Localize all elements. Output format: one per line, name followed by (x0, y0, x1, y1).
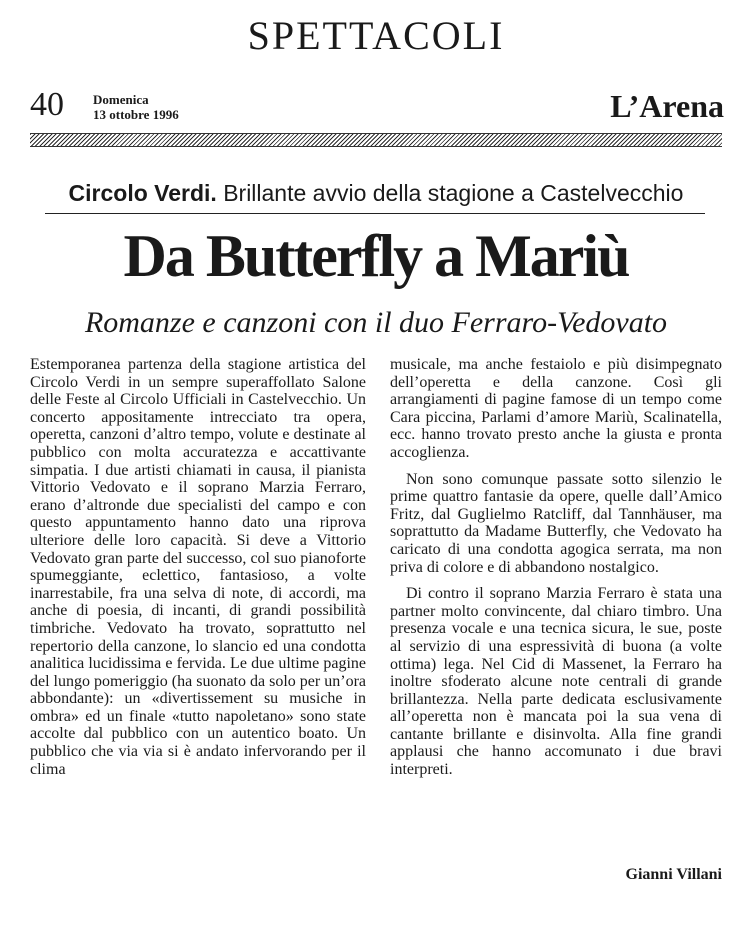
article-column-right (390, 356, 722, 779)
kicker-text: Brillante avvio della stagione a Castelvecchio (223, 180, 684, 206)
article-kicker (0, 180, 752, 207)
article-paragraph: Non sono comunque passate sotto silenzio le prime quattro fantasie da opere, quelle dall’Amico Fritz, dal Guglielmo Ratcliff, dal Tannhäuser, ma soprattutto da Madame Butterfly, che Vedovato ha caricato di una condotta agogica serrata, ma non priva di colore e di abbandono nostalgico. (390, 470, 722, 576)
article-paragraph: Di contro il soprano Marzia Ferraro è stata una partner molto convincente, dal chiaro timbro. Una presenza vocale e una tecnica sicura, le sue, poste al servizio di una espressività di buona (a volte ottima) lega. Nel Cid di Massenet, la Ferraro ha inoltre sfoderato alcune note centrali di grande brillantezza. Nella parte dedicata esclusivamente all’operetta non è mancata poi la sua vena di cantante brillante e disinvolta. Alla fine grandi applausi che hanno accomunato i due bravi interpreti. (390, 585, 722, 779)
issue-date (93, 92, 179, 122)
issue-day: Domenica (93, 92, 149, 107)
page-number: 40 (30, 86, 64, 123)
kicker-rule (45, 213, 705, 214)
article-headline: Da Butterfly a Mariù (123, 223, 629, 289)
article-paragraph: musicale, ma anche festaiolo e più disimpegnato dell’operetta e della canzone. Così gli arrangiamenti di pagine famose di un tempo come Cara piccina, Parlami d’amore Mariù, Scalinatella, ecc. hanno trovato presto anche la giusta e pronta accoglienza. (390, 356, 722, 461)
section-title: SPETTACOLI (247, 13, 505, 58)
issue-date-text: 13 ottobre 1996 (93, 107, 179, 122)
article-column-left (30, 356, 366, 778)
article-paragraph: Estemporanea partenza della stagione artistica del Circolo Verdi in un sempre superaffollato Salone delle Feste al Circolo Ufficiali in Castelvecchio. Un concerto appositamente intrecciato tra opera, operetta, canzoni d’altro tempo, volute e destinate al pubblico con molta accuratezza e accattivante simpatia. I due artisti chiamati in causa, il pianista Vittorio Vedovato e il soprano Marzia Ferraro, erano d’altronde due specialisti del campo e con questo appuntamento hanno dato una riprova ulteriore delle loro capacità. Si deve a Vittorio Vedovato gran parte del successo, col suo pianoforte spumeggiante, eclettico, fantasioso, a volte inarrestabile, fra una selva di note, di accordi, ma anche di poesia, di incanti, di grandi possibilità timbriche. Vedovato ha trovato, soprattutto nel repertorio della canzone, lo slancio ed una condotta analitica lucidissima e fervida. Le due ultime pagine del lungo pomeriggio (ha suonato da solo per un’ora abbondante): un «divertissement su musiche in ombra» ed un finale «tutto napoletano» sono state accolte dal pubblico con un autentico boato. Un pubblico che via via si è andato infervorando per il clima (30, 356, 366, 778)
article-byline: Gianni Villani (625, 866, 722, 883)
header-hatched-rule (30, 133, 722, 147)
article-subheadline: Romanze e canzoni con il duo Ferraro-Vedovato (84, 306, 668, 339)
kicker-lead: Circolo Verdi. (68, 180, 217, 206)
newspaper-masthead: L’Arena (610, 88, 724, 124)
